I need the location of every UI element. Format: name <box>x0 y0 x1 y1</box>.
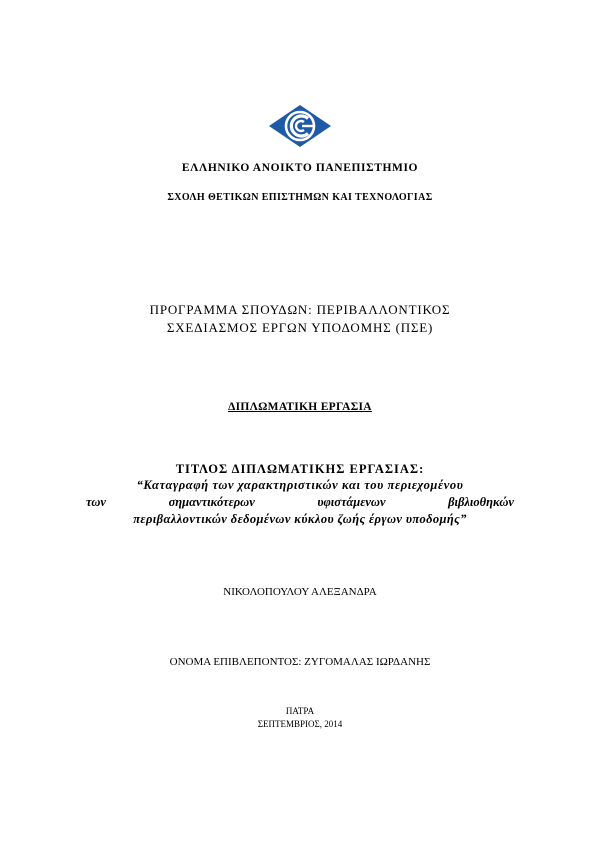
program-line-1: ΠΡΟΓΡΑΜΜΑ ΣΠΟΥΔΩΝ: ΠΕΡΙΒΑΛΛΟΝΤΙΚΟΣ <box>149 302 451 317</box>
city: ΠΑΤΡΑ <box>285 706 315 716</box>
title-word: βιβλιοθηκών <box>448 495 514 509</box>
title-word: των <box>86 495 106 509</box>
title-heading: ΤΙΤΛΟΣ ΔΙΠΛΩΜΑΤΙΚΗΣ ΕΡΓΑΣΙΑΣ: <box>175 462 425 476</box>
supervisor-name: ΟΝΟΜΑ ΕΠΙΒΛΕΠΟΝΤΟΣ: ΖΥΓΟΜΑΛΑΣ ΙΩΡΔΑΝΗΣ <box>169 656 431 668</box>
title-line-2 <box>86 495 514 510</box>
title-word: σημαντικότερων <box>168 495 255 509</box>
thesis-label: ΔΙΠΛΩΜΑΤΙΚΗ ΕΡΓΑΣΙΑ <box>228 401 372 413</box>
university-logo-icon <box>268 104 332 148</box>
program-line-2: ΣΧΕΔΙΑΣΜΟΣ ΕΡΓΩΝ ΥΠΟΔΟΜΗΣ (ΠΣΕ) <box>166 320 434 335</box>
title-line-1: “Καταγραφή των χαρακτηριστικών και του περιεχομένου <box>136 478 464 492</box>
author-name: ΝΙΚΟΛΟΠΟΥΛΟΥ ΑΛΕΞΑΝΔΡΑ <box>223 586 377 598</box>
school-name: ΣΧΟΛΗ ΘΕΤΙΚΩΝ ΕΠΙΣΤΗΜΩΝ ΚΑΙ ΤΕΧΝΟΛΟΓΙΑΣ <box>167 192 433 203</box>
title-word: υφιστάμενων <box>317 495 386 509</box>
title-line-3: περιβαλλοντικών δεδομένων κύκλου ζωής έργων υποδομής” <box>133 512 467 526</box>
university-name: ΕΛΛΗΝΙΚΟ ΑΝΟΙΚΤΟ ΠΑΝΕΠΙΣΤΗΜΙΟ <box>181 162 419 174</box>
date: ΣΕΠΤΕΜΒΡΙΟΣ, 2014 <box>257 719 343 729</box>
